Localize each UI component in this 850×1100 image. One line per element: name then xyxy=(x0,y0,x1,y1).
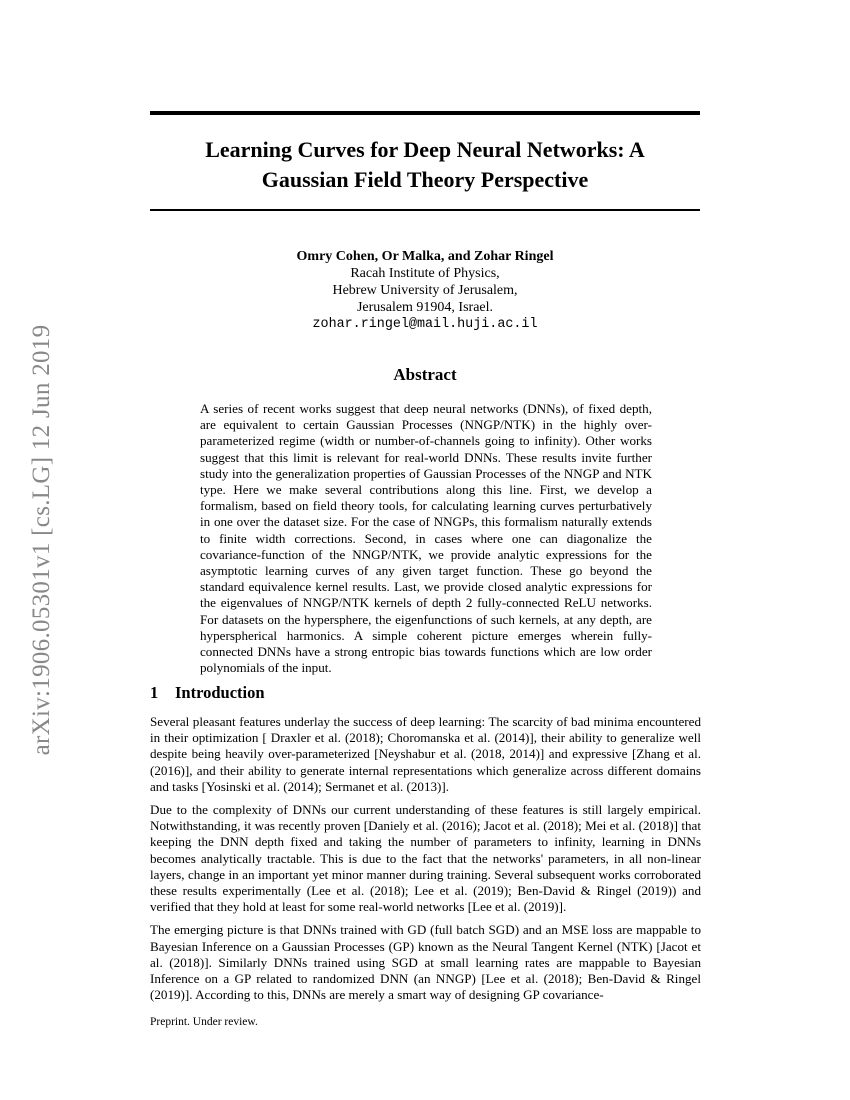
preprint-footer: Preprint. Under review. xyxy=(150,1016,258,1028)
paragraph: The emerging picture is that DNNs trained with GD (full batch SGD) and an MSE loss are mappable to Bayesian Inference on a Gaussian Processes (GP) known as the Neural Tangent Kernel (NTK) [Jacot et al. (2018)]. Similarly DNNs trained using SGD at small learning rates are mappable to Bayesian Inference on a GP related to randomized DNN (an NNGP) [Lee et al. (2018); Ben-David & Ringel (2019)]. According to this, DNNs are merely a smart way of designing GP covariance- xyxy=(150,922,701,1003)
affiliation-line-1: Racah Institute of Physics, xyxy=(350,266,500,281)
introduction-body xyxy=(150,714,701,1010)
author-block xyxy=(150,248,700,333)
paper-title xyxy=(150,135,700,195)
affiliation-line-3: Jerusalem 91904, Israel. xyxy=(356,300,494,315)
author-names: Omry Cohen, Or Malka, and Zohar Ringel xyxy=(296,249,554,264)
arxiv-identifier-stamp: arXiv:1906.05301v1 [cs.LG] 12 Jun 2019 xyxy=(28,324,55,756)
abstract-heading: Abstract xyxy=(393,365,457,384)
paragraph: Due to the complexity of DNNs our current understanding of these features is still largely empirical. Notwithstanding, it was recently proven [Daniely et al. (2016); Jacot et al. (2018); Mei et al. (2018)] that keeping the DNN depth fixed and taking the number of parameters to infinity, learning in DNNs becomes analytically tractable. This is due to the fact that the networks' parameters, in all non-linear layers, change in an important yet minor manner during training. Several subsequent works corroborated these results experimentally (Lee et al. (2018); Lee et al. (2019); Ben-David & Ringel (2019)) and verified that they hold at least for some real-world networks [Lee et al. (2019)]. xyxy=(150,802,701,915)
title-top-rule xyxy=(150,111,700,115)
paragraph: Several pleasant features underlay the success of deep learning: The scarcity of bad minima encountered in their optimization [ Draxler et al. (2018); Choromanska et al. (2014)], their ability to generalize well despite being heavily over-parameterized [Neyshabur et al. (2018, 2014)] and expressive [Zhang et al. (2016)], and their ability to generate internal representations which generalize across different domains and tasks [Yosinski et al. (2014); Sermanet et al. (2013)]. xyxy=(150,714,701,794)
author-email: zohar.ringel@mail.huji.ac.il xyxy=(312,317,538,332)
title-bottom-rule xyxy=(150,209,700,211)
section-number: 1 xyxy=(150,683,159,702)
paper-title-line-1: Learning Curves for Deep Neural Networks: A xyxy=(205,137,645,162)
paper-title-line-2: Gaussian Field Theory Perspective xyxy=(261,167,589,192)
section-heading xyxy=(150,683,700,703)
affiliation-line-2: Hebrew University of Jerusalem, xyxy=(332,283,518,298)
abstract-text: A series of recent works suggest that deep neural networks (DNNs), of fixed depth, are equivalent to certain Gaussian Processes (NNGP/NTK) in the highly over-parameterized regime (width or number-of-channels going to infinity). Other works suggest that this limit is relevant for real-world DNNs. These results invite further study into the generalization properties of Gaussian Processes of the NNGP and NTK type. Here we make several contributions along this line. First, we develop a formalism, based on field theory tools, for calculating learning curves perturbatively in one over the dataset size. For the case of NNGPs, this formalism naturally extends to finite width corrections. Second, in cases where one can diagonalize the covariance-function of the NNGP/NTK, we provide analytic expressions for the asymptotic learning curves of any given target function. These go beyond the standard equivalence kernel results. Last, we provide closed analytic expressions for the eigenvalues of NNGP/NTK kernels of depth 2 fully-connected ReLU networks. For datasets on the hypersphere, the eigenfunctions of such kernels, at any depth, are hyperspherical harmonics. A simple coherent picture emerges wherein fully-connected DNNs have a strong entropic bias towards functions which are low order polynomials of the input. xyxy=(200,401,652,676)
section-title: Introduction xyxy=(175,683,265,702)
